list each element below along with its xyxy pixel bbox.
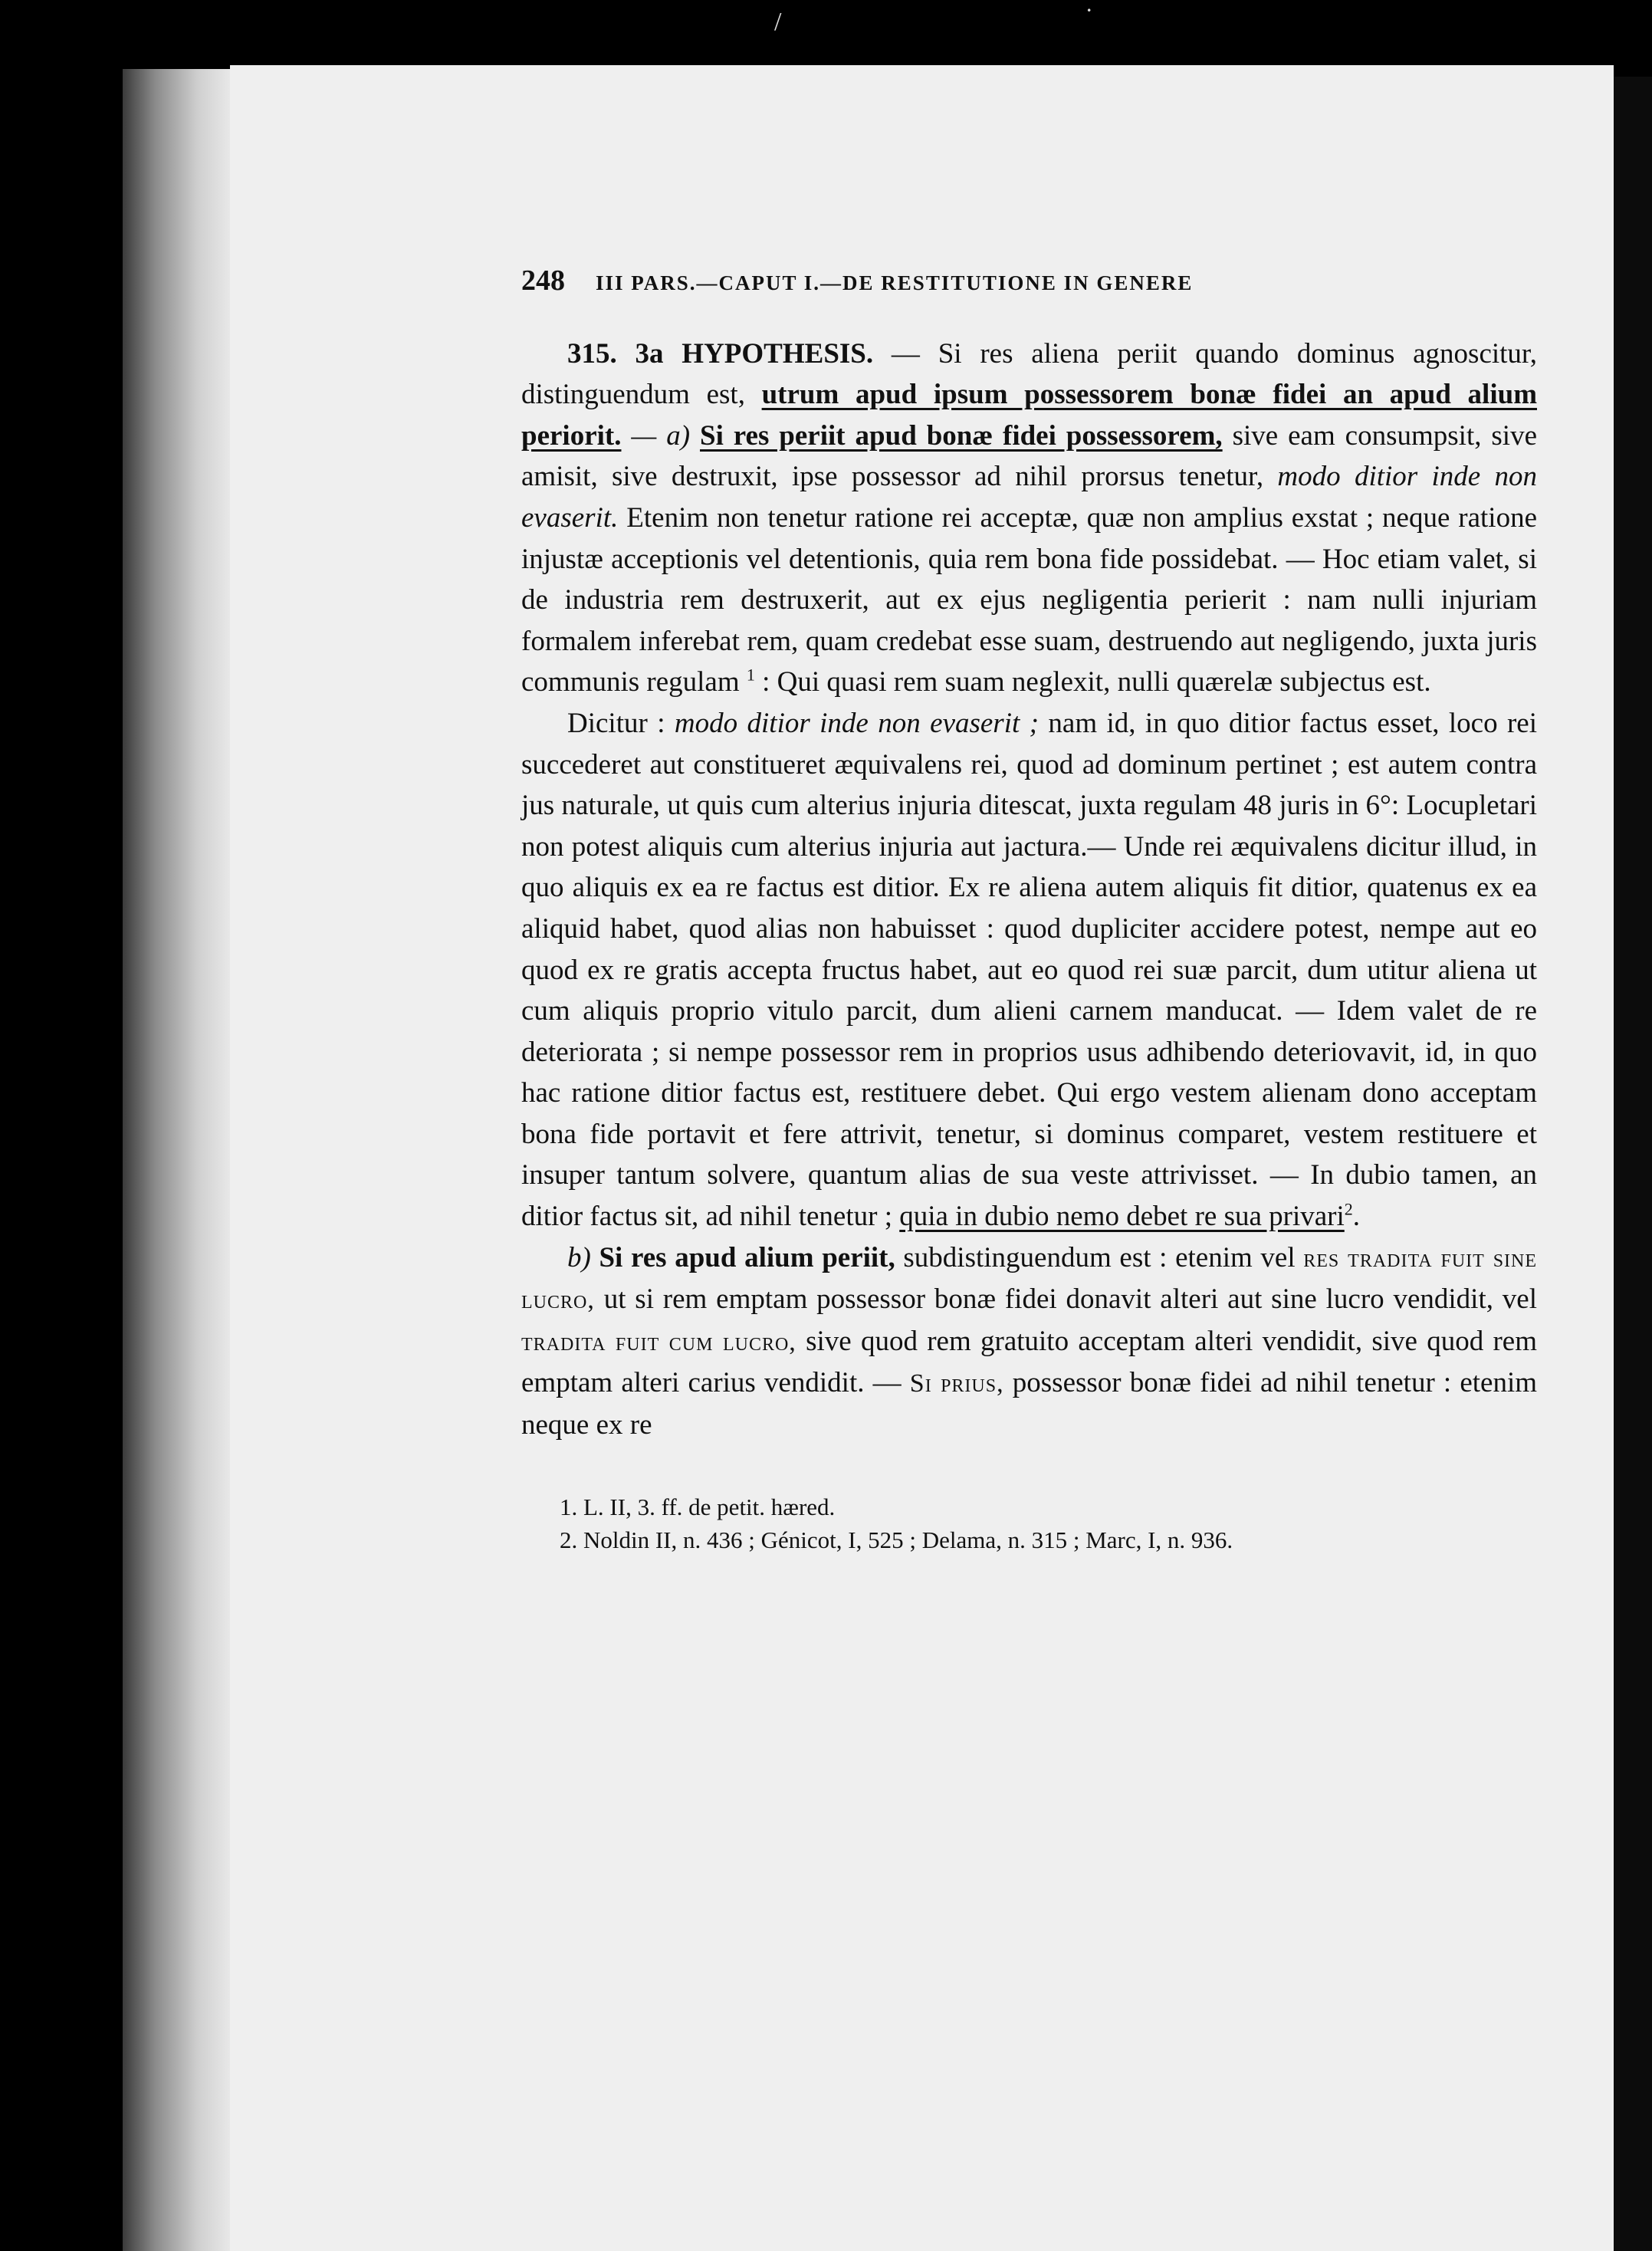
footnote-2: 2. Noldin II, n. 436 ; Génicot, I, 525 ; Delama, n. 315 ; Marc, I, n. 936. xyxy=(560,1526,1233,1553)
a-bold: Si res periit apud bonæ fidei possessorem, xyxy=(700,419,1223,452)
footnote-1: 1. L. II, 3. ff. de petit. hæred. xyxy=(560,1493,836,1520)
paragraph-b xyxy=(521,1237,1537,1446)
b-text4: possessor bonæ fidei ad nihil tenetur : etenim neque ex re xyxy=(521,1367,1538,1441)
scan-binding-edge xyxy=(123,69,230,2251)
section-number: 315. xyxy=(567,337,617,370)
scan-right-strip xyxy=(1614,77,1652,2251)
b-text3: sive quod rem gratuito acceptam alteri vendidit, sive quod rem emptam alteri carius vendidit. — xyxy=(521,1325,1538,1399)
footnote-ref-1: 1 xyxy=(746,665,755,685)
b-smallcaps-2: tradita fuit cum lucro, xyxy=(521,1327,796,1356)
a-italic: modo ditior inde non evaserit. xyxy=(521,461,1537,534)
footnotes xyxy=(521,1490,1537,1556)
a-text2: Etenim non tenetur ratione rei acceptæ, quæ non amplius exstat ; neque ratione injustæ acceptionis vel detentionis, quia rem bona fide possidebat. — Hoc etiam valet, si de industria rem destruxerit, aut ex ejus negligentia perierit : nam nulli injuriam formalem inferebat rem, quam credebat esse suam, destruendo aut negligendo, juxta juris communis regulam xyxy=(521,501,1538,698)
b-marker: b) xyxy=(567,1241,591,1273)
a-text: sive eam consumpsit, sive amisit, sive destruxit, ipse possessor ad nihil prorsus tenetur, xyxy=(521,419,1538,493)
running-head-title: III PARS.—CAPUT I.—DE RESTITUTIONE IN GENERE xyxy=(596,271,1194,294)
dicitur-italic: modo ditior inde non evaserit ; xyxy=(674,707,1039,739)
paragraph-dicitur xyxy=(521,703,1537,1237)
running-header xyxy=(521,261,1537,304)
page-number: 248 xyxy=(521,265,565,297)
scan-speck: ˙ xyxy=(1085,4,1094,32)
b-text1: subdistinguendum est : etenim vel xyxy=(903,1241,1296,1273)
b-text2: ut si rem emptam possessor bonæ fidei donavit alteri aut sine lucro vendidit, vel xyxy=(603,1283,1538,1316)
a-text3: : Qui quasi rem suam neglexit, nulli quærelæ subjectus est. xyxy=(762,666,1431,698)
page-content xyxy=(521,261,1537,1556)
dicitur-underlined: quia in dubio nemo debet re sua privari xyxy=(899,1201,1345,1233)
section-intro: — Si res aliena periit quando dominus agnoscitur, distinguendum est, xyxy=(521,337,1538,411)
b-smallcaps-1: res tradita fuit sine lucro, xyxy=(521,1244,1538,1315)
section-label: 3a HYPOTHESIS. xyxy=(635,337,874,370)
b-bold: Si res apud alium periit, xyxy=(599,1241,895,1273)
scan-speck: / xyxy=(774,8,782,36)
dicitur-end: . xyxy=(1352,1201,1361,1233)
bold-question: utrum apud ipsum possessorem bonæ fidei an apud alium periorit. xyxy=(521,379,1538,452)
dicitur-lead: Dicitur : xyxy=(567,707,665,739)
a-marker: — a) xyxy=(631,419,691,452)
dicitur-text: nam id, in quo ditior factus esset, loco rei succederet aut constitueret æquivalens rei, quod ad dominum pertinet ; est autem contra jus naturale, ut quis cum alterius injuria ditescat, juxta regulam 48 juris in 6°: Locupletari non potest aliquis cum alterius injuria aut jactura.— Unde rei æquivalens dicitur illud, in quo aliquis ex ea re factus est ditior. Ex re aliena autem aliquis fit ditior, quatenus ex ea aliquid habet, quod alias non habuisset : quod dupliciter accidere potest, nempe aut eo quod ex re gratis accepta fructus habet, aut eo quod rei suæ parcit, dum utitur aliena ut cum aliquis proprio vitulo parcit, dum alieni carnem manducat. — Idem valet de re deteriorata ; si nempe possessor rem in proprios usus adhibendo deteriovavit, id, in quo hac ratione ditior factus est, restituere debet. Qui ergo vestem alienam dono acceptam bona fide portavit et fere attrivit, tenetur, si dominus comparet, vestem restituere et insuper tantum solvere, quantum alias de sua veste attrivisset. — In dubio tamen, an ditior factus sit, ad nihil tenetur ; xyxy=(521,707,1538,1233)
footnote-ref-2: 2 xyxy=(1344,1199,1353,1219)
paragraph-315 xyxy=(521,334,1537,703)
b-smallcaps-3: Si prius, xyxy=(909,1369,1004,1398)
